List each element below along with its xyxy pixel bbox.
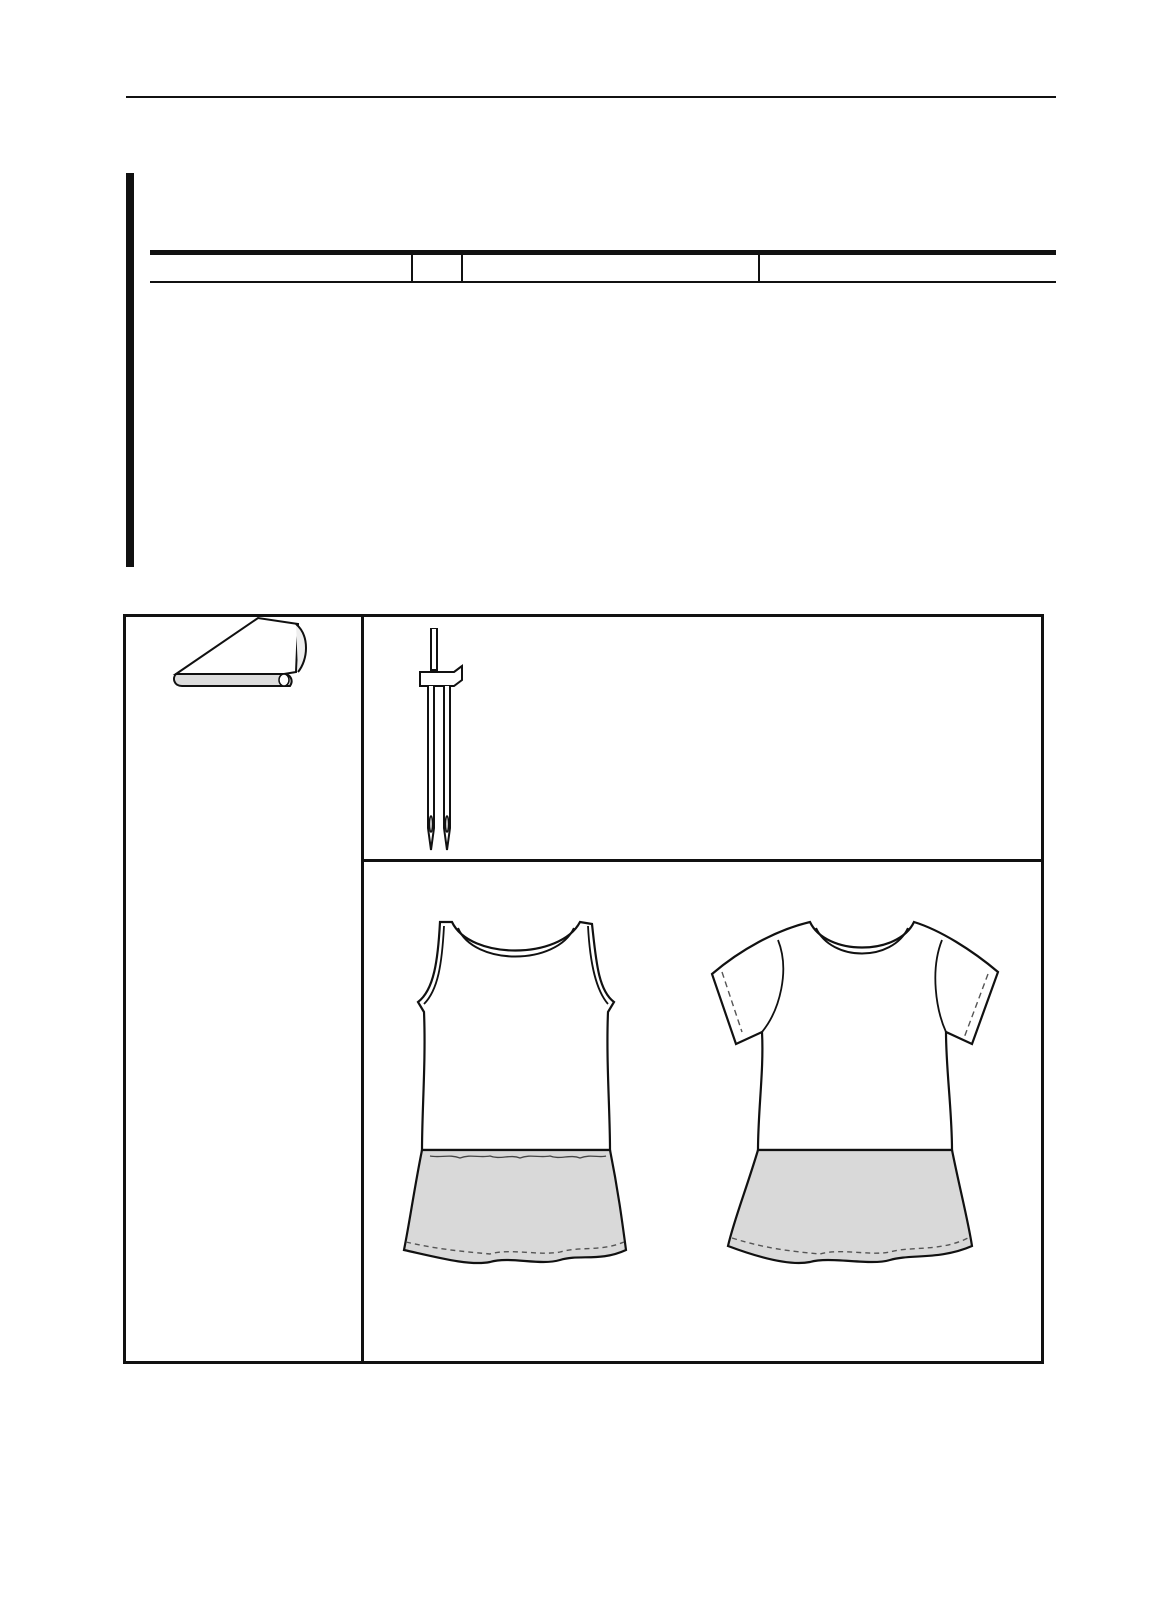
yardage-table <box>150 250 1056 283</box>
fabric-roll-icon <box>170 616 320 696</box>
width-header-114 <box>462 253 759 283</box>
dress-a-illustration <box>400 920 640 1290</box>
header-rule <box>126 96 1056 98</box>
width-header-140 <box>759 253 1056 283</box>
fabric-list <box>132 700 325 836</box>
dress-b-illustration <box>710 920 1010 1290</box>
title-bar <box>126 173 134 567</box>
twin-needle-icon <box>418 628 468 860</box>
info-box-divider <box>361 614 364 1364</box>
